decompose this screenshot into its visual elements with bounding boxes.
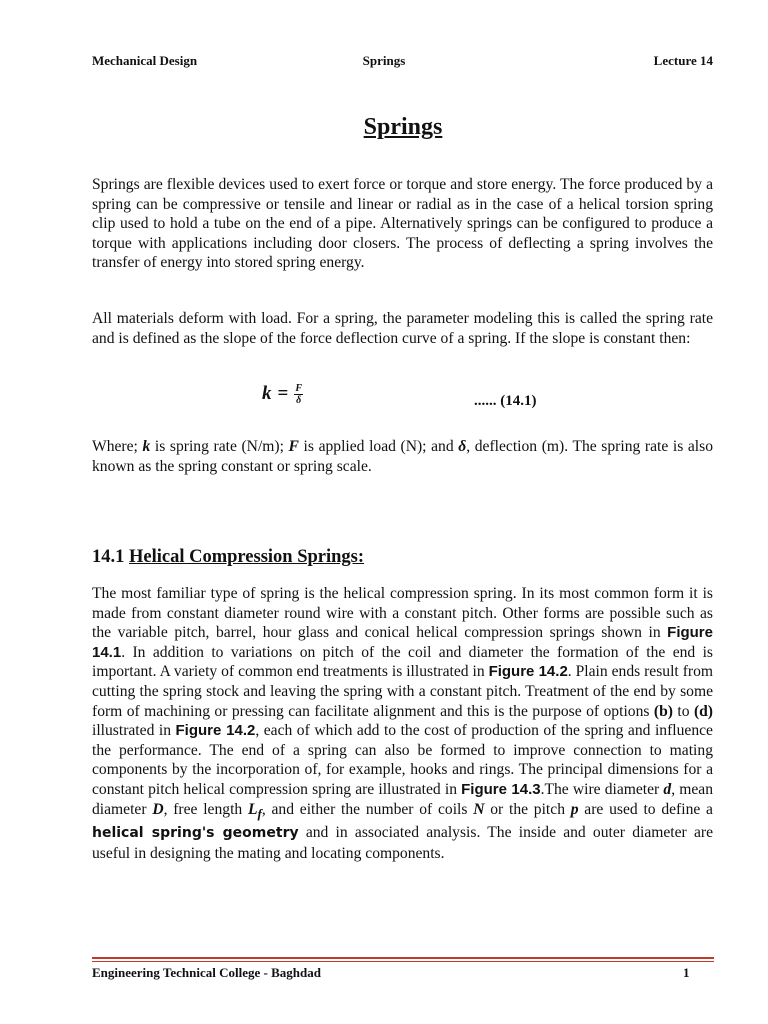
text-run: . In addition to variations on pitch of the coil and diameter the formation of the end is important. A variety of common end treatments is illustrated in xyxy=(92,643,713,681)
header-course: Mechanical Design xyxy=(92,53,198,68)
symbol-D: D xyxy=(152,800,164,818)
footer-rule-thick xyxy=(92,957,714,959)
equation-denominator: δ xyxy=(296,394,302,406)
footer-institution: Engineering Technical College - Baghdad xyxy=(92,965,321,980)
symbol-k: k xyxy=(142,438,151,455)
figure-ref: Figure 14.2 xyxy=(175,722,256,740)
section-heading xyxy=(92,545,364,569)
text-run: is applied load (N); and xyxy=(298,438,459,455)
text-run: , free length xyxy=(163,800,248,818)
text-run: , mean diameter xyxy=(92,780,713,818)
equation-spring-rate xyxy=(262,382,303,406)
section-number: 14.1 xyxy=(92,547,129,567)
intro-paragraph: Springs are flexible devices used to exert force or torque and store energy. The force produced by a spring can be compressive or tensile and linear or radial as in the case of a helical torsion spring clip used to hold a tube on the end of a pipe. Alternatively springs can be configured to produce a torque with applications including door closers. The process of deflecting a spring involves the transfer of energy into stored spring energy. xyxy=(92,176,713,272)
page-title: Springs xyxy=(363,114,443,140)
text-run: The most familiar type of spring is the helical compression spring. In its most common form it is made from constant diameter round wire with a constant pitch. Other forms are possible such as the variable pitch, barrel, hour glass and conical helical compression springs shown in xyxy=(92,585,713,642)
symbol-Lf xyxy=(247,800,262,821)
text-run: Where; xyxy=(92,438,143,455)
option-ref: (b) xyxy=(653,702,673,720)
text-run: .The wire diameter xyxy=(540,780,664,798)
spring-rate-paragraph: All materials deform with load. For a spring, the parameter modeling this is called the spring rate and is defined as the slope of the force deflection curve of a spring. If the slope is constant then: xyxy=(92,310,713,347)
symbol-F: F xyxy=(288,438,299,455)
symbol-p: p xyxy=(570,800,579,818)
text-run: , deflection (m). The spring rate is also known as the spring constant or spring scale. xyxy=(92,438,714,475)
definitions-paragraph xyxy=(92,437,713,476)
header-lecture: Lecture 14 xyxy=(653,53,713,68)
text-run: are used to define a xyxy=(578,800,713,818)
text-run: is spring rate (N/m); xyxy=(150,438,289,455)
section-title: Helical Compression Springs: xyxy=(129,547,365,567)
header-topic: Springs xyxy=(362,53,406,68)
symbol-N: N xyxy=(473,800,485,818)
equation-lhs: k xyxy=(262,383,272,404)
text-run: or the pitch xyxy=(484,800,571,818)
equation-number: ...... (14.1) xyxy=(474,393,537,409)
symbol-L: L xyxy=(247,800,258,818)
page-number: 1 xyxy=(683,965,690,980)
text-run: , and either the number of coils xyxy=(261,800,474,818)
footer-rule-thin xyxy=(92,961,714,962)
equation-numerator: F xyxy=(295,382,302,394)
figure-ref: Figure 14.3 xyxy=(461,780,541,798)
symbol-delta: δ xyxy=(458,438,467,455)
text-run: . Plain ends result from cutting the spring stock and leaving the spring with a constant pitch. Treatment of the end by some form of machining or pressing can facilitate alignment and this is the purpose of options xyxy=(92,663,714,720)
figure-ref: Figure 14.1 xyxy=(92,624,713,661)
text-run: and in associated analysis. The inside and outer diameter are useful in designing the mating and locating components. xyxy=(92,824,713,862)
text-run: , each of which add to the cost of production of the spring and influence the performance. The end of a spring can also be formed to improve connection to mating components by the incorporation of, for example, hooks and rings. The principal dimensions for a constant pitch helical compression spring are illustrated in xyxy=(92,722,713,798)
figure-ref: Figure 14.2 xyxy=(488,663,568,681)
emphasis-geometry: helical spring's geometry xyxy=(92,825,299,842)
helical-paragraph xyxy=(92,584,713,863)
symbol-d: d xyxy=(663,780,672,798)
text-run: to xyxy=(672,702,694,720)
option-ref: (d) xyxy=(693,702,713,720)
equation-equals: = xyxy=(277,383,289,404)
text-run: illustrated in xyxy=(92,722,176,740)
equation-fraction xyxy=(294,383,303,406)
symbol-subscript-f: f xyxy=(257,805,262,821)
